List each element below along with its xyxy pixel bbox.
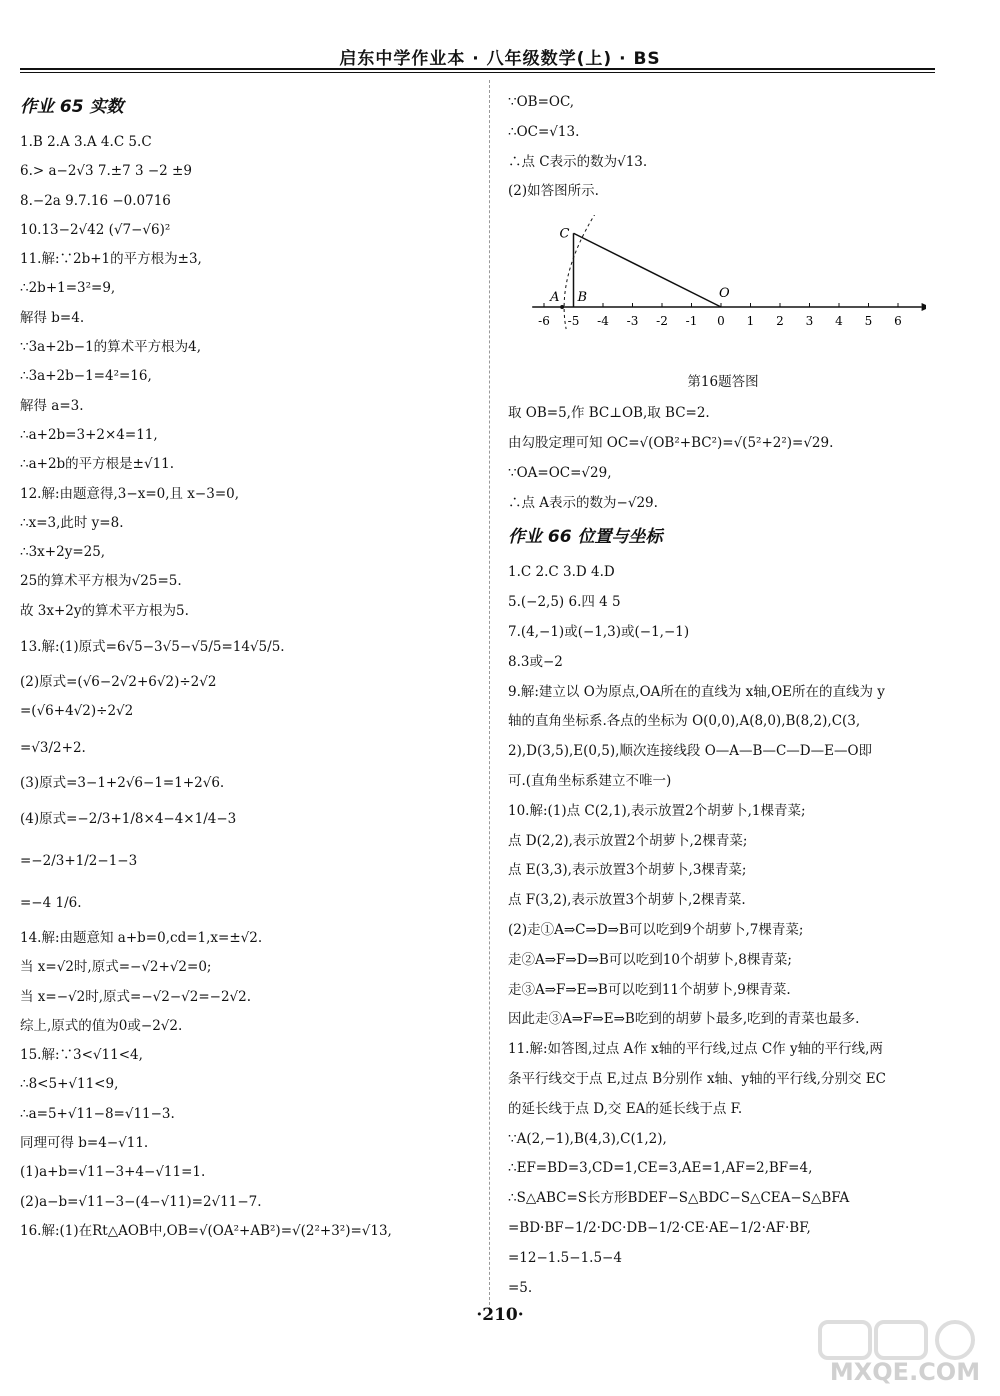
answer-line: ∴点 C表示的数为√13. bbox=[508, 153, 648, 170]
axis-tick-label: -5 bbox=[567, 314, 580, 329]
answer-line: (2)原式=(√6−2√2+6√2)÷2√2 bbox=[20, 674, 217, 691]
answer-line: =(√6+4√2)÷2√2 bbox=[20, 703, 134, 720]
answer-line: ∴8<5+√11<9, bbox=[20, 1076, 119, 1093]
answer-line: 可.(直角坐标系建立不唯一) bbox=[508, 772, 672, 789]
answer-line: =12−1.5−1.5−4 bbox=[508, 1249, 622, 1266]
answer-line: 点 F(3,2),表示放置3个胡萝卜,2棵青菜. bbox=[508, 892, 746, 909]
watermark-url: MXQE.COM bbox=[829, 1358, 981, 1386]
right-answer-lines-top bbox=[508, 88, 938, 207]
answer-line: ∴点 A表示的数为−√29. bbox=[508, 494, 658, 511]
answer-line: 6.> a−2√3 7.±7 3 −2 ±9 bbox=[20, 163, 192, 180]
answer-line: ∴EF=BD=3,CD=1,CE=3,AE=1,AF=2,BF=4, bbox=[508, 1160, 813, 1177]
number-line-figure bbox=[526, 215, 926, 365]
answer-line: 综上,原式的值为0或−2√2. bbox=[20, 1017, 183, 1034]
answer-line: 2),D(3,5),E(0,5),顺次连接线段 O—A—B—C—D—E—O即 bbox=[508, 743, 873, 760]
answer-line: 5.(−2,5) 6.四 4 5 bbox=[508, 594, 621, 611]
page-number: ·210· bbox=[476, 1305, 524, 1325]
right-column bbox=[508, 88, 938, 1303]
axis-tick-label: -6 bbox=[538, 314, 550, 329]
figure-16-container bbox=[508, 215, 938, 365]
answer-line: 12.解:由题意得,3−x=0,且 x−3=0, bbox=[20, 485, 240, 502]
left-answer-lines bbox=[20, 128, 460, 1246]
answer-line: 当 x=√2时,原式=−√2+√2=0; bbox=[20, 959, 212, 976]
running-header: 启东中学作业本 · 八年级数学(上) · BS bbox=[339, 49, 661, 69]
answer-line: 8.3或−2 bbox=[508, 653, 563, 670]
axis-arrow-icon bbox=[922, 303, 926, 311]
right-answer-lines-bottom bbox=[508, 558, 938, 1303]
answer-line: 9.解:建立以 O为原点,OA所在的直线为 x轴,OE所在的直线为 y bbox=[508, 683, 885, 700]
answer-line: 点 E(3,3),表示放置3个胡萝卜,3棵青菜; bbox=[508, 862, 747, 879]
answer-line: =√3/2+2. bbox=[20, 739, 86, 756]
answer-line: (4)原式=−2/3+1/8×4−4×1/4−3 bbox=[20, 810, 237, 827]
answer-line: =5. bbox=[508, 1279, 533, 1296]
answer-line: 因此走③A⇒F⇒E⇒B吃到的胡萝卜最多,吃到的青菜也最多. bbox=[508, 1011, 860, 1028]
answer-line: 8.−2a 9.7.16 −0.0716 bbox=[20, 192, 171, 209]
answer-line: (2)走①A⇒C⇒D⇒B可以吃到9个胡萝卜,7棵青菜; bbox=[508, 921, 804, 938]
answer-line: 点 D(2,2),表示放置2个胡萝卜,2棵青菜; bbox=[508, 832, 748, 849]
answer-line: ∵OA=OC=√29, bbox=[508, 464, 612, 481]
answer-line: 15.解:∵3<√11<4, bbox=[20, 1047, 143, 1064]
point-a bbox=[560, 305, 564, 309]
axis-tick-label: 6 bbox=[894, 314, 902, 329]
answer-line: ∴a+2b的平方根是±√11. bbox=[20, 456, 175, 473]
answer-line: 的延长线于点 D,交 EA的延长线于点 F. bbox=[508, 1100, 743, 1117]
answer-line: 条平行线交于点 E,过点 B分别作 x轴、y轴的平行线,分别交 EC bbox=[508, 1070, 886, 1087]
answer-line: ∴2b+1=3²=9, bbox=[20, 280, 116, 297]
axis-tick-label: 1 bbox=[746, 314, 755, 329]
answer-line: 25的算术平方根为√25=5. bbox=[20, 573, 182, 590]
answer-line: 10.13−2√42 (√7−√6)² bbox=[20, 221, 171, 238]
answer-line: 16.解:(1)在Rt△AOB中,OB=√(OA²+AB²)=√(2²+3²)=√13, bbox=[20, 1222, 392, 1239]
answer-line: ∵3a+2b−1的算术平方根为4, bbox=[20, 339, 202, 356]
answer-line: 解得 b=4. bbox=[20, 309, 85, 326]
segment-oc bbox=[574, 233, 722, 307]
answer-line: (1)a+b=√11−3+4−√11=1. bbox=[20, 1164, 206, 1181]
axis-tick-label: 0 bbox=[717, 314, 725, 329]
answer-line: 当 x=−√2时,原式=−√2−√2=−2√2. bbox=[20, 988, 252, 1005]
answer-line: 7.(4,−1)或(−1,3)或(−1,−1) bbox=[508, 623, 690, 640]
header-rule-thin bbox=[20, 72, 935, 73]
answer-line: ∴3x+2y=25, bbox=[20, 544, 106, 561]
point-label: O bbox=[719, 286, 730, 302]
answer-line: ∵OB=OC, bbox=[508, 94, 575, 110]
axis-tick-label: -2 bbox=[656, 314, 668, 329]
answer-line: 故 3x+2y的算术平方根为5. bbox=[20, 602, 189, 619]
column-divider bbox=[489, 80, 490, 1315]
answer-line: ∴OC=√13. bbox=[508, 123, 580, 140]
answer-line: 14.解:由题意知 a+b=0,cd=1,x=±√2. bbox=[20, 929, 263, 946]
answer-line: 1.C 2.C 3.D 4.D bbox=[508, 564, 615, 581]
section-title-65: 作业 65 实数 bbox=[20, 97, 124, 117]
axis-tick-label: -1 bbox=[685, 314, 698, 329]
point-label: A bbox=[550, 290, 560, 306]
answer-line: ∴a+2b=3+2×4=11, bbox=[20, 426, 158, 443]
axis-tick-label: -3 bbox=[626, 314, 639, 329]
answer-line: 10.解:(1)点 C(2,1),表示放置2个胡萝卜,1棵青菜; bbox=[508, 802, 806, 819]
answer-line: (2)如答图所示. bbox=[508, 183, 599, 200]
answer-line: ∴a=5+√11−8=√11−3. bbox=[20, 1105, 175, 1122]
answer-line: 轴的直角坐标系.各点的坐标为 O(0,0),A(8,0),B(8,2),C(3, bbox=[508, 713, 861, 730]
point-label: C bbox=[559, 226, 570, 242]
answer-line: 13.解:(1)原式=6√5−3√5−√5/5=14√5/5. bbox=[20, 639, 285, 656]
figure-caption: 第16题答图 bbox=[687, 374, 759, 391]
header-rule bbox=[20, 68, 935, 70]
answer-line: 走③A⇒F⇒E⇒B可以吃到11个胡萝卜,9棵青菜. bbox=[508, 981, 791, 998]
answer-line: (3)原式=3−1+2√6−1=1+2√6. bbox=[20, 774, 225, 791]
answer-line: =−4 1/6. bbox=[20, 894, 82, 911]
answer-line: 走②A⇒F⇒D⇒B可以吃到10个胡萝卜,8棵青菜; bbox=[508, 951, 792, 968]
left-column bbox=[20, 88, 460, 1246]
answer-line: ∴S△ABC=S长方形BDEF−S△BDC−S△CEA−S△BFA bbox=[508, 1190, 850, 1207]
axis-tick-label: 3 bbox=[805, 314, 814, 329]
answer-line: ∵A(2,−1),B(4,3),C(1,2), bbox=[508, 1130, 667, 1147]
answer-line: 取 OB=5,作 BC⊥OB,取 BC=2. bbox=[508, 405, 710, 422]
answer-line: (2)a−b=√11−3−(4−√11)=2√11−7. bbox=[20, 1193, 262, 1210]
answer-line: 解得 a=3. bbox=[20, 397, 84, 414]
axis-tick-label: -4 bbox=[597, 314, 609, 329]
answer-line: 1.B 2.A 3.A 4.C 5.C bbox=[20, 134, 152, 150]
answer-line: 11.解:如答图,过点 A作 x轴的平行线,过点 C作 y轴的平行线,两 bbox=[508, 1041, 883, 1058]
point-label: B bbox=[577, 290, 588, 306]
answer-line: 由勾股定理可知 OC=√(OB²+BC²)=√(5²+2²)=√29. bbox=[508, 434, 834, 451]
answer-line: =BD·BF−1/2·DC·DB−1/2·CE·AE−1/2·AF·BF, bbox=[508, 1219, 811, 1236]
axis-tick-label: 2 bbox=[776, 314, 784, 329]
axis-tick-label: 4 bbox=[835, 314, 843, 329]
answer-line: 11.解:∵2b+1的平方根为±3, bbox=[20, 251, 202, 268]
axis-tick-label: 5 bbox=[864, 314, 873, 329]
answer-line: ∴x=3,此时 y=8. bbox=[20, 514, 124, 531]
answer-line: 同理可得 b=4−√11. bbox=[20, 1135, 149, 1152]
answer-line: =−2/3+1/2−1−3 bbox=[20, 852, 138, 869]
right-answer-lines-mid bbox=[508, 399, 938, 518]
section-title-66: 作业 66 位置与坐标 bbox=[508, 527, 663, 548]
answer-line: ∴3a+2b−1=4²=16, bbox=[20, 368, 152, 385]
